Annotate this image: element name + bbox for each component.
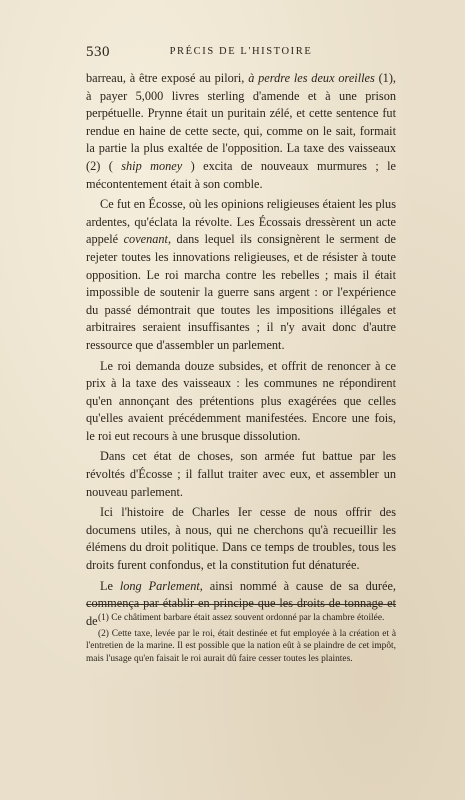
text-run: ) excita de nouveaux murmures ; le mécontentement était à son comble.: [86, 158, 396, 191]
text-run: Dans cet état de choses, son armée fut battue par les révoltés d'Écosse ; il fallut traiter avec eux, et assembler un nouveau parlement.: [86, 449, 396, 499]
footnotes: [86, 612, 396, 669]
text-run: Le roi demanda douze subsides, et offrit de renoncer à ce prix à la taxe des vaisseaux : les communes ne répondirent qu'en annonçant des prétentions plus exagérées que celles qu'elles avaient précédemment manifestées. Encore une fois, le roi eut recours à une brusque dissolution.: [86, 358, 396, 443]
italic-text: ship money: [121, 158, 183, 173]
body-text: [86, 70, 396, 633]
text-run: , dans lequel ils consignèrent le serment de rejeter toutes les innovations religieuses, et de résister à toute opposition. Le roi marcha contre les rebelles ; mais il était impossible de soutenir la guerre sans argent : or l'expérience du passé démontrait que toutes les impositions illégales et arbitraires seraient insuffisantes ; il n'y avait donc d'autre ressource que d'assembler un parlement.: [86, 232, 396, 352]
italic-text: à perdre les deux oreilles: [248, 71, 375, 85]
running-head: PRÉCIS DE L'HISTOIRE: [169, 46, 313, 57]
footnote: (2) Cette taxe, levée par le roi, était destinée et fut employée à la création et à l'entretien de la marine. Il est possible que la nation eût à se plaindre de cet impôt, mais l'usage qu'en faisait le roi aurait dû faire cesser toutes les plaintes.: [86, 629, 396, 664]
italic-text: long Parlement: [119, 578, 200, 593]
paragraph: [86, 70, 396, 193]
text-run: , ainsi nommé à cause de sa durée, commença par établir en principe que les droits de tonnage et de: [86, 578, 397, 628]
text-run: Le: [100, 578, 120, 593]
paragraph: [86, 196, 396, 354]
paragraph: [86, 448, 396, 501]
footnote-rule: [86, 604, 396, 605]
text-run: Ici l'histoire de Charles Ier cesse de nous offrir des documens utiles, à nous, qui ne cherchons qu'à recueillir les élémens du droit politique. Dans ce temps de troubles, tous les droits furent confondus, et la constitution fut dénaturée.: [86, 505, 396, 573]
footnote: (1) Ce châtiment barbare était assez souvent ordonné par la chambre étoilée.: [98, 613, 385, 623]
text-run: (1), à payer 5,000 livres sterling d'amende et à une prison perpétuelle. Prynne était un puritain zélé, et cette sentence fut rendue en haine de cette secte, qui, comme on le sait, formait la partie la plus exaltée de l'opposition. La taxe des vaisseaux (2) (: [86, 71, 396, 173]
page-header: [86, 44, 396, 64]
paragraph: [86, 358, 396, 446]
paragraph: [86, 504, 396, 574]
text-run: Ce fut en Écosse, où les opinions religieuses étaient les plus ardentes, qu'éclata la révolte. Les Écossais dressèrent un acte appelé: [86, 197, 396, 247]
page-number: 530: [86, 44, 110, 60]
text-run: barreau, à être exposé au pilori,: [86, 71, 249, 85]
italic-text: covenant: [123, 232, 168, 247]
